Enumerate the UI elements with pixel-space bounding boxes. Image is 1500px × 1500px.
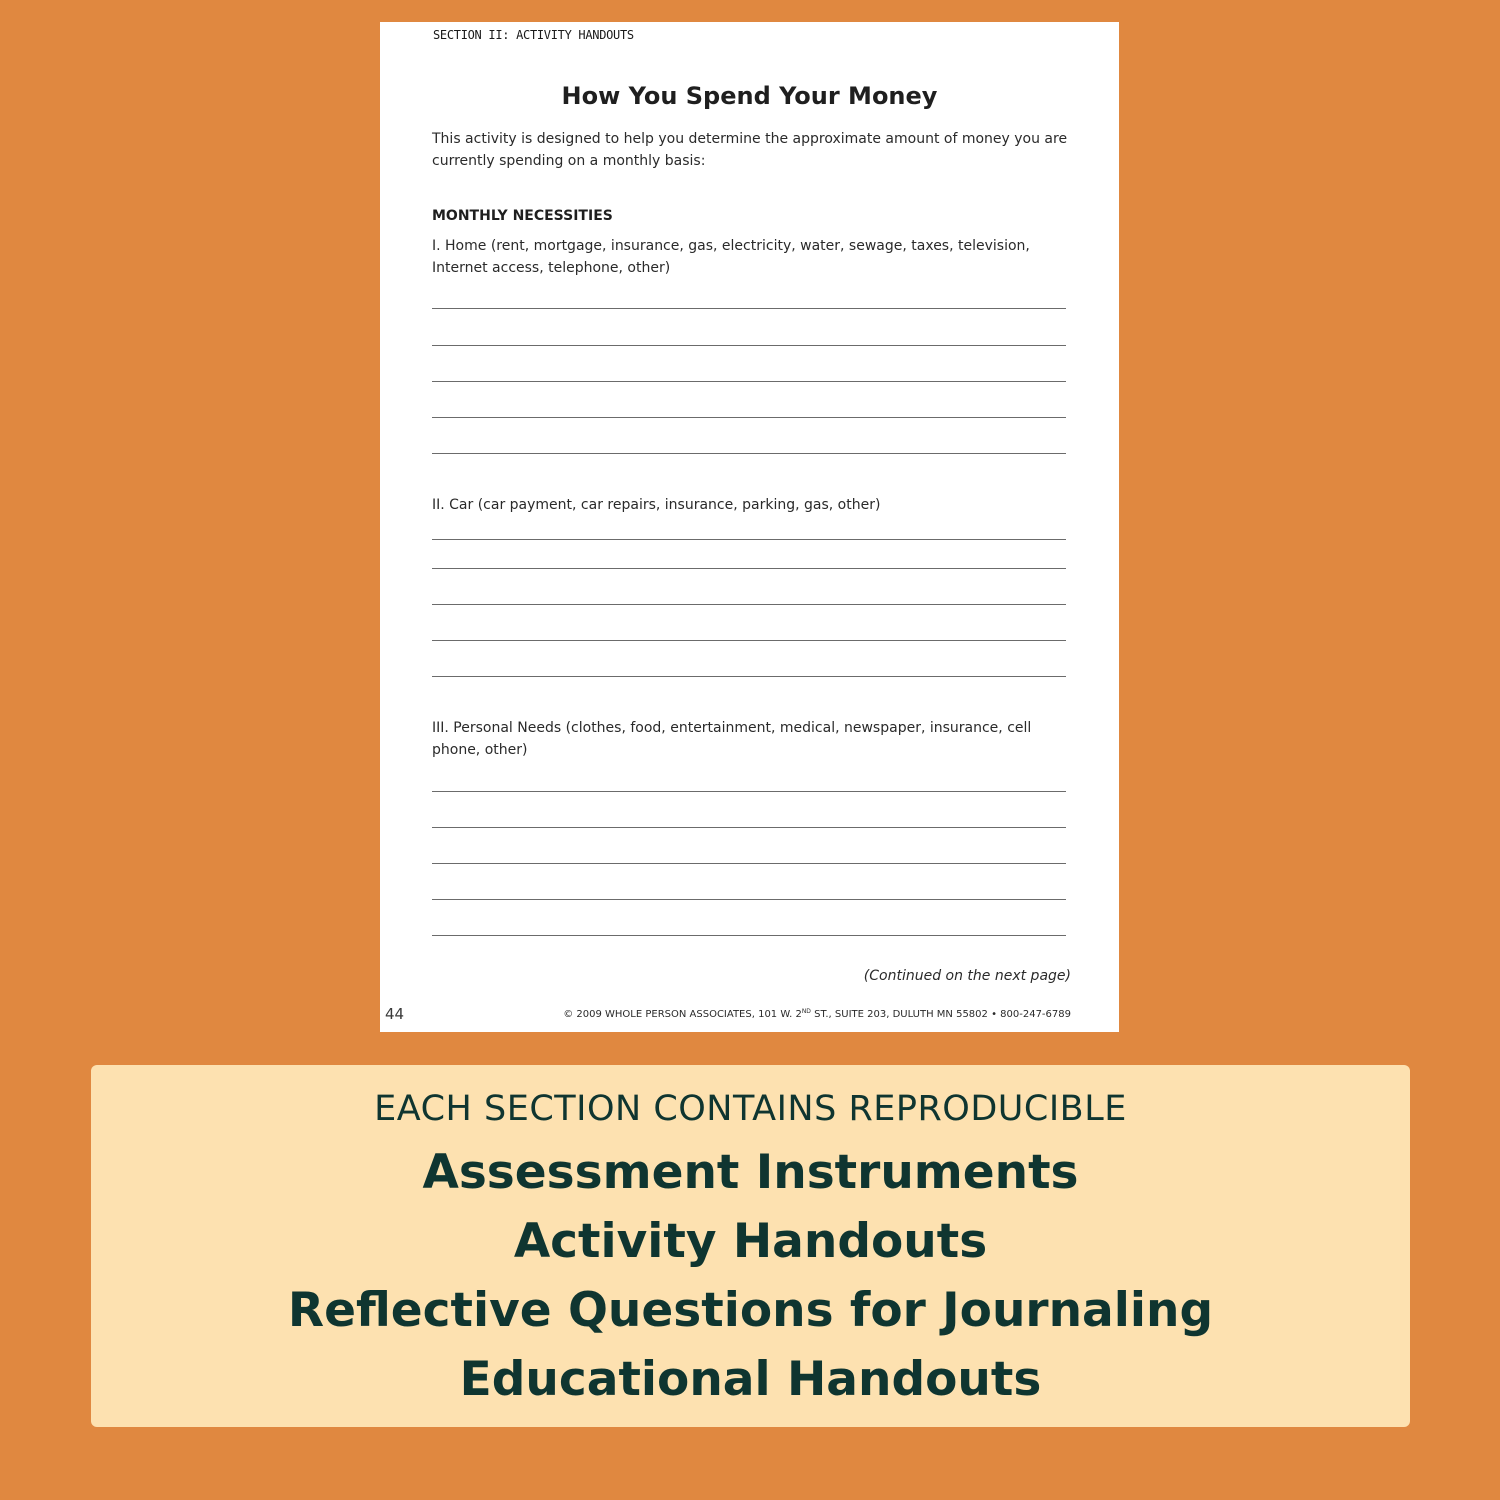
write-line [432, 676, 1066, 677]
write-line [432, 640, 1066, 641]
write-line [432, 381, 1066, 382]
intro-text: This activity is designed to help you determine the approximate amount of money you are currently spending on a monthly basis: [432, 131, 1068, 169]
banner-line-educational: Educational Handouts [459, 1352, 1042, 1407]
item-car-label: II. Car (car payment, car repairs, insurance, parking, gas, other) [432, 497, 881, 513]
write-line [432, 417, 1066, 418]
copyright-footer [563, 1008, 1071, 1020]
write-line [432, 308, 1066, 309]
item-home-label: I. Home (rent, mortgage, insurance, gas, electricity, water, sewage, taxes, television, Internet access, telephone, other) [432, 238, 1030, 276]
handout-page [380, 22, 1119, 1032]
write-line [432, 604, 1066, 605]
write-line [432, 863, 1066, 864]
continued-note: (Continued on the next page) [863, 968, 1071, 984]
copyright-suffix: ST., SUITE 203, DULUTH MN 55802 • 800-247-6789 [810, 1009, 1071, 1020]
write-line [432, 899, 1066, 900]
write-line [432, 345, 1066, 346]
write-line [432, 568, 1066, 569]
banner-subtitle: EACH SECTION CONTAINS REPRODUCIBLE [374, 1089, 1127, 1129]
banner-line-activity: Activity Handouts [513, 1214, 988, 1269]
banner-line-reflective: Reflective Questions for Journaling [287, 1283, 1214, 1338]
write-line [432, 453, 1066, 454]
write-line [432, 791, 1066, 792]
write-line [432, 827, 1066, 828]
necessities-heading: MONTHLY NECESSITIES [432, 208, 613, 224]
page-number: 44 [385, 1005, 405, 1023]
page-title: How You Spend Your Money [561, 82, 938, 110]
promo-banner [91, 1065, 1410, 1427]
item-personal-label: III. Personal Needs (clothes, food, entertainment, medical, newspaper, insurance, cell phone, other) [432, 720, 1032, 758]
copyright-prefix: © 2009 WHOLE PERSON ASSOCIATES, 101 W. 2 [563, 1009, 802, 1020]
section-header: SECTION II: ACTIVITY HANDOUTS [433, 28, 634, 42]
write-line [432, 539, 1066, 540]
banner-line-assessment: Assessment Instruments [422, 1145, 1079, 1200]
copyright-sup: ND [801, 1008, 811, 1015]
write-line [432, 935, 1066, 936]
